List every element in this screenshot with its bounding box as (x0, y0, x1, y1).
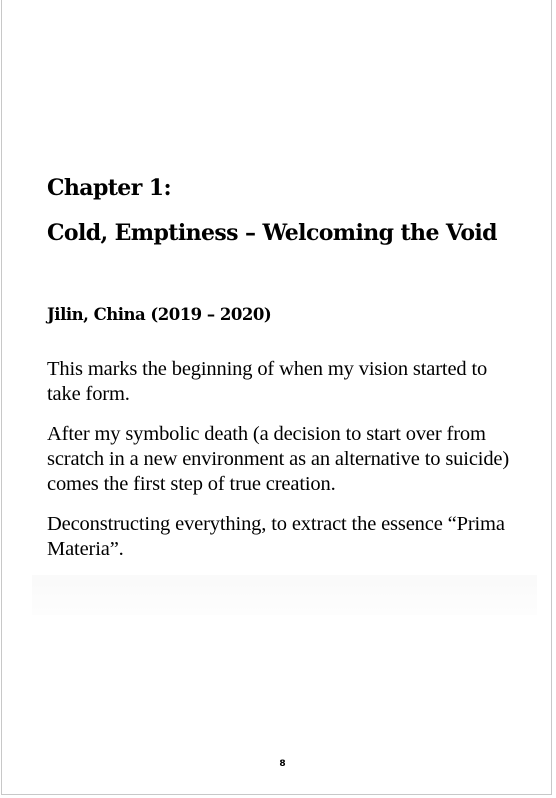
location-heading: Jilin, China (2019 – 2020) (47, 305, 272, 324)
page-number: 8 (279, 759, 286, 769)
body-paragraph: Deconstructing everything, to extract the essence “Prima Materia”. (47, 513, 505, 560)
chapter-label: Chapter 1: (47, 175, 171, 201)
page-content (47, 172, 517, 562)
body-paragraph: This marks the beginning of when my vision started to take form. (47, 358, 488, 405)
body-paragraph: After my symbolic death (a decision to start over from scratch in a new environment as an alternative to suicide) comes the first step of true creation. (47, 423, 510, 495)
chapter-title: Cold, Emptiness – Welcoming the Void (47, 220, 497, 246)
faint-shaded-band (32, 575, 537, 615)
document-page (1, 0, 552, 795)
